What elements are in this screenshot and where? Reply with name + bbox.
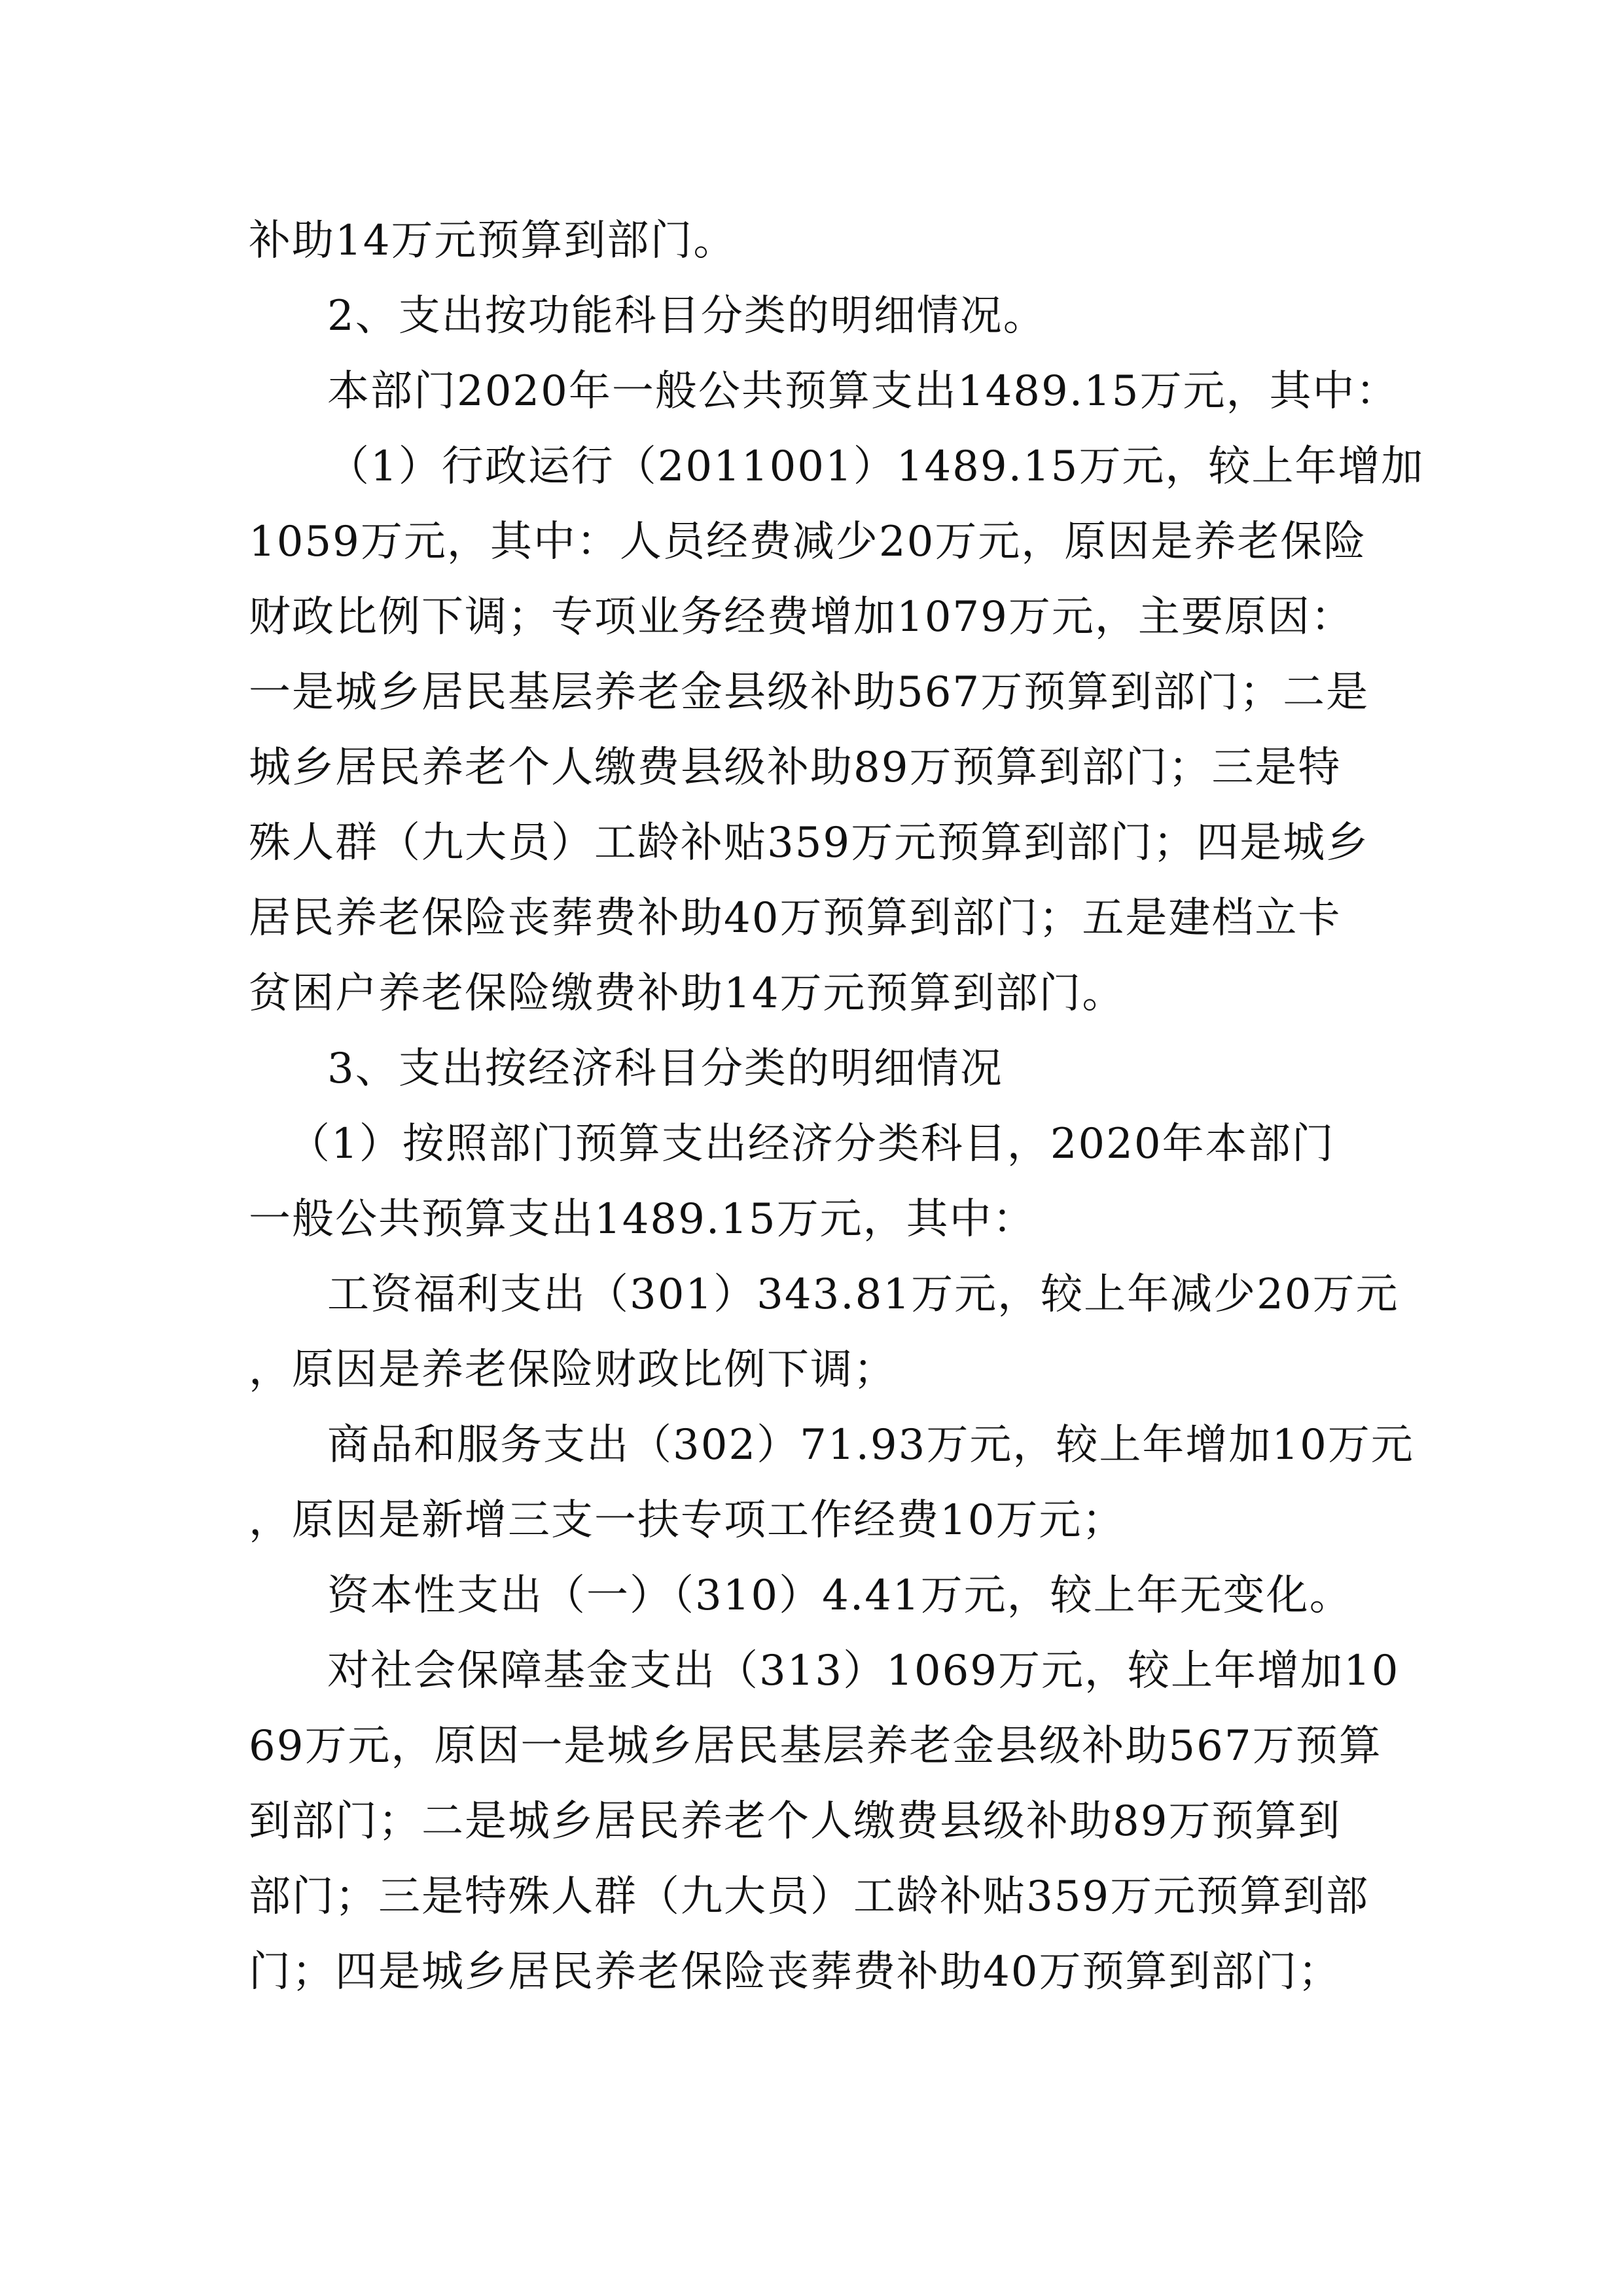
text-line: （1）按照部门预算支出经济分类科目，2020年本部门 xyxy=(288,1120,1335,1168)
text-line: 1059万元，其中：人员经费减少20万元，原因是养老保险 xyxy=(249,518,1367,566)
text-line: 2、支出按功能科目分类的明细情况。 xyxy=(327,292,1046,340)
text-line: 门；四是城乡居民养老保险丧葬费补助40万预算到部门； xyxy=(249,1948,1342,1996)
text-line: 财政比例下调；专项业务经费增加1079万元，主要原因： xyxy=(249,593,1354,641)
text-line: 工资福利支出（301）343.81万元，较上年减少20万元 xyxy=(327,1270,1399,1319)
text-line: 商品和服务支出（302）71.93万元，较上年增加10万元 xyxy=(327,1421,1414,1469)
text-line: （1）行政运行（2011001）1489.15万元，较上年增加 xyxy=(327,442,1425,491)
text-line: ，原因是新增三支一扶专项工作经费10万元； xyxy=(249,1496,1126,1545)
text-line: 对社会保障基金支出（313）1069万元，较上年增加10 xyxy=(327,1647,1400,1695)
text-line: 69万元，原因一是城乡居民基层养老金县级补助567万预算 xyxy=(249,1722,1382,1770)
text-line: 殊人群（九大员）工龄补贴359万元预算到部门；四是城乡 xyxy=(249,819,1370,867)
text-line: 城乡居民养老个人缴费县级补助89万预算到部门；三是特 xyxy=(249,744,1342,792)
text-line: 本部门2020年一般公共预算支出1489.15万元，其中： xyxy=(327,367,1399,416)
text-line: 一是城乡居民基层养老金县级补助567万预算到部门；二是 xyxy=(249,668,1370,717)
text-line: 贫困户养老保险缴费补助14万元预算到部门。 xyxy=(249,969,1126,1018)
text-line: 居民养老保险丧葬费补助40万预算到部门；五是建档立卡 xyxy=(249,894,1342,942)
text-line: 部门；三是特殊人群（九大员）工龄补贴359万元预算到部 xyxy=(249,1873,1370,1921)
text-line: ，原因是养老保险财政比例下调； xyxy=(249,1346,897,1394)
text-line: 资本性支出（一）（310）4.41万元，较上年无变化。 xyxy=(327,1571,1353,1620)
text-line: 3、支出按经济科目分类的明细情况 xyxy=(327,1045,1003,1093)
text-line: 一般公共预算支出1489.15万元，其中： xyxy=(249,1195,1036,1244)
text-line: 补助14万元预算到部门。 xyxy=(249,217,737,265)
text-line: 到部门；二是城乡居民养老个人缴费县级补助89万预算到 xyxy=(249,1797,1342,1846)
